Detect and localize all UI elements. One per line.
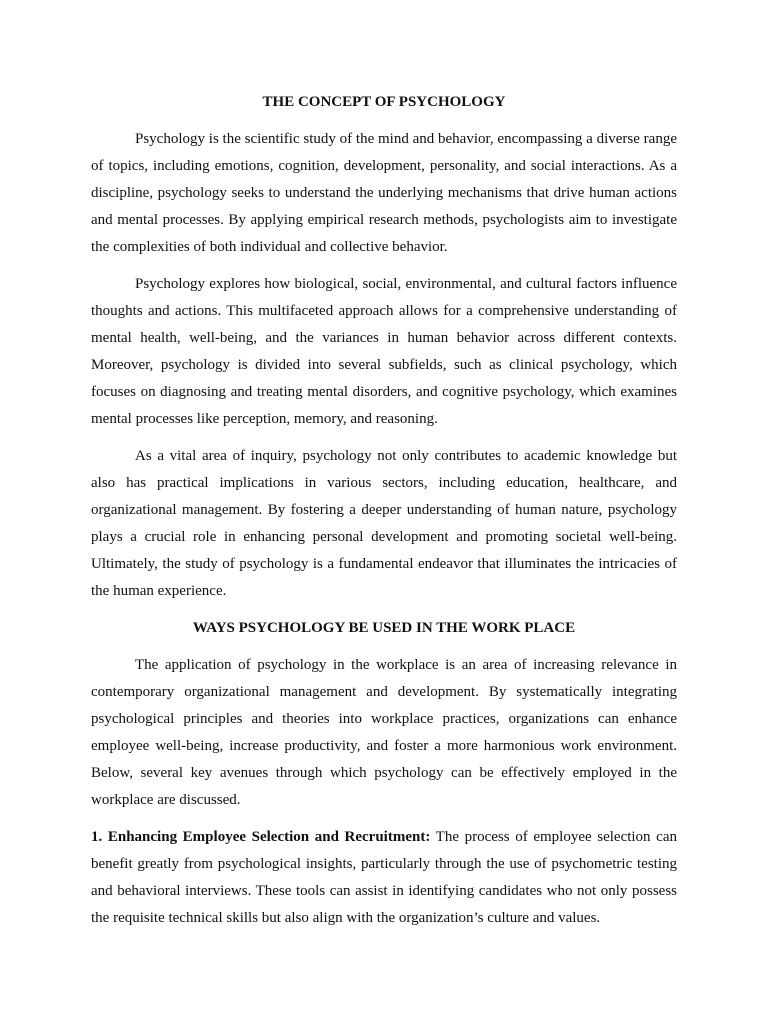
list-item-1 (91, 824, 677, 932)
paragraph-3: As a vital area of inquiry, psychology not only contributes to academic knowledge but also has practical implications in various sectors, including education, healthcare, and organizational management. By fostering a deeper understanding of human nature, psychology plays a crucial role in enhancing personal development and promoting societal well-being. Ultimately, the study of psychology is a fundamental endeavor that illuminates the intricacies of the human experience. (91, 448, 677, 599)
list-item-1-lead: 1. Enhancing Employee Selection and Recruitment: (91, 829, 431, 845)
list-item-1-text: The process of employee selection can benefit greatly from psychological insights, particularly through the use of psychometric testing and behavioral interviews. These tools can assist in identifying candidates who not only possess the requisite technical skills but also align with the organization’s culture and values. (91, 829, 677, 926)
heading-workplace: WAYS PSYCHOLOGY BE USED IN THE WORK PLACE (192, 620, 576, 636)
paragraph-4: The application of psychology in the workplace is an area of increasing relevance in contemporary organizational management and development. By systematically integrating psychological principles and theories into workplace practices, organizations can enhance employee well-being, increase productivity, and foster a more harmonious work environment. Below, several key avenues through which psychology can be effectively employed in the workplace are discussed. (91, 657, 677, 808)
paragraph-2: Psychology explores how biological, social, environmental, and cultural factors influence thoughts and actions. This multifaceted approach allows for a comprehensive understanding of mental health, well-being, and the variances in human behavior across different contexts. Moreover, psychology is divided into several subfields, such as clinical psychology, which focuses on diagnosing and treating mental disorders, and cognitive psychology, which examines mental processes like perception, memory, and reasoning. (91, 276, 677, 427)
paragraph-1: Psychology is the scientific study of the mind and behavior, encompassing a diverse range of topics, including emotions, cognition, development, personality, and social interactions. As a discipline, psychology seeks to understand the underlying mechanisms that drive human actions and mental processes. By applying empirical research methods, psychologists aim to investigate the complexities of both individual and collective behavior. (91, 131, 677, 255)
heading-concept-of-psychology: THE CONCEPT OF PSYCHOLOGY (262, 94, 506, 110)
document-page (91, 89, 677, 932)
